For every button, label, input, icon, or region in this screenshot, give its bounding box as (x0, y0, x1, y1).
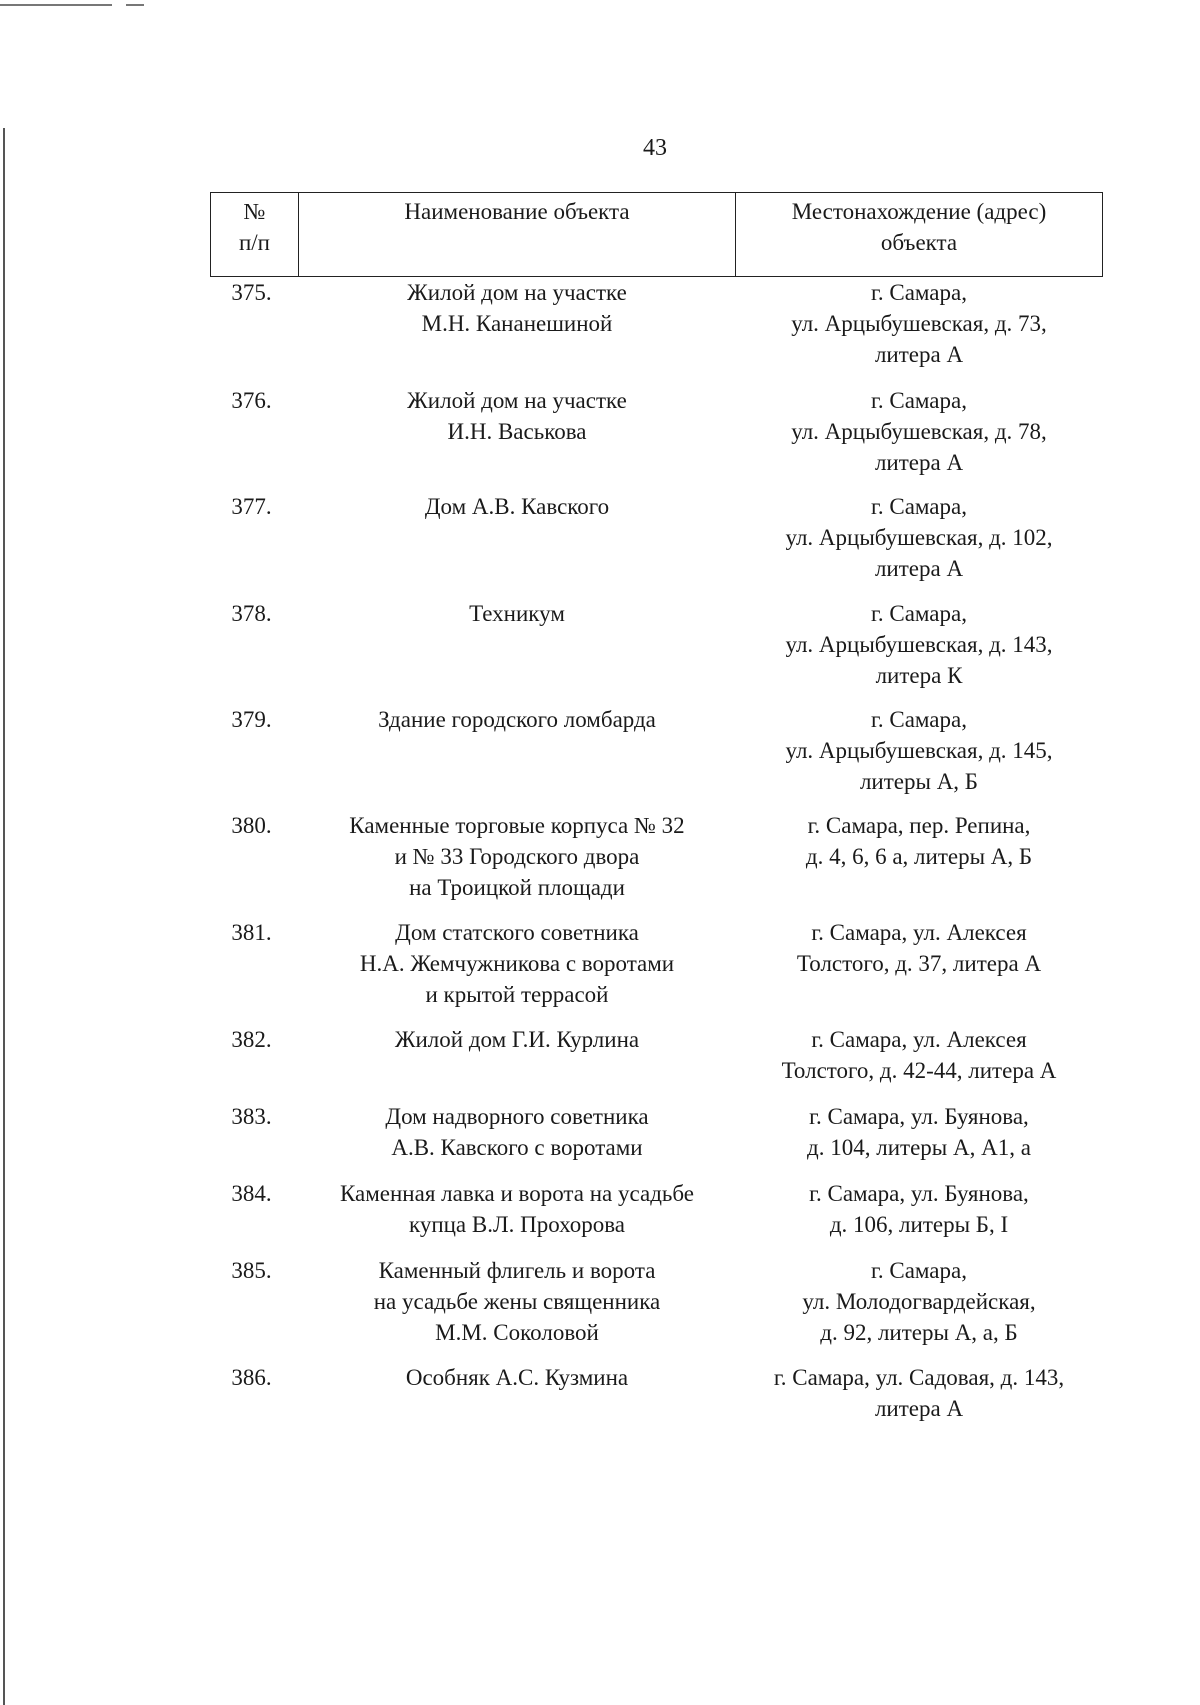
object-address-cell (736, 1178, 1103, 1255)
object-address-line: ул. Арцыбушевская, д. 143, (785, 631, 1053, 657)
object-address-line: ул. Молодогвардейская, (802, 1288, 1036, 1314)
object-name-cell (299, 598, 736, 704)
object-address-line: г. Самара, ул. Алексея (811, 1026, 1027, 1052)
object-address-line: Толстого, д. 42-44, литера А (781, 1057, 1057, 1083)
object-name-cell (299, 1101, 736, 1178)
scan-page-edge (3, 128, 5, 1705)
object-name-line: М.Н. Кананешиной (421, 311, 613, 336)
object-address-line: литера К (875, 662, 963, 688)
row-number: 383. (231, 1103, 272, 1129)
object-address-line: литера А (874, 342, 964, 367)
row-number: 380. (231, 812, 272, 838)
object-name-line: Жилой дом на участке (407, 387, 627, 413)
table-row (211, 1101, 1103, 1178)
object-address-line: ул. Арцыбушевская, д. 73, (791, 311, 1047, 336)
object-address-cell (736, 1255, 1103, 1362)
object-name-line: Каменный флигель и ворота (378, 1257, 656, 1283)
object-address-line: литера А (874, 1395, 964, 1421)
object-name-line: на Троицкой площади (409, 874, 625, 900)
scan-artifact-line (126, 4, 144, 6)
object-address-line: г. Самара, ул. Буянова, (809, 1103, 1029, 1129)
object-address-line: г. Самара, ул. Алексея (811, 919, 1027, 945)
object-name-line: Жилой дом Г.И. Курлина (394, 1026, 640, 1052)
object-name-line: А.В. Кавского с воротами (391, 1134, 643, 1160)
object-name-cell (299, 1178, 736, 1255)
table-row (211, 704, 1103, 810)
header-address (736, 193, 1103, 277)
object-address-cell (736, 1101, 1103, 1178)
object-address-line: литеры А, Б (859, 768, 979, 794)
row-number: 378. (231, 600, 272, 626)
object-address-line: ул. Арцыбушевская, д. 145, (785, 737, 1053, 763)
object-address-cell (736, 704, 1103, 810)
row-number: 384. (231, 1180, 272, 1206)
table-row (211, 277, 1103, 385)
object-address-line: г. Самара, (871, 280, 967, 305)
object-address-cell (736, 917, 1103, 1024)
object-address-cell (736, 1362, 1103, 1442)
row-number: 379. (231, 706, 272, 732)
object-name-line: Дом статского советника (395, 919, 639, 945)
table-row (211, 917, 1103, 1024)
header-name (299, 193, 736, 277)
object-address-line: г. Самара, (871, 493, 967, 519)
object-address-line: ул. Арцыбушевская, д. 102, (785, 524, 1053, 550)
object-name-line: И.Н. Васькова (447, 418, 587, 444)
object-name-line: М.М. Соколовой (435, 1319, 599, 1345)
object-address-line: г. Самара, ул. Садовая, д. 143, (773, 1364, 1065, 1390)
object-name-line: и № 33 Городского двора (394, 843, 640, 869)
object-name-line: Техникум (469, 600, 565, 626)
table-row (211, 385, 1103, 491)
table-row (211, 1024, 1103, 1101)
row-number: 376. (231, 387, 272, 413)
object-address-cell (736, 598, 1103, 704)
object-address-cell (736, 1024, 1103, 1101)
object-name-cell (299, 1362, 736, 1442)
row-number: 377. (231, 493, 272, 519)
table-row (211, 1255, 1103, 1362)
row-number: 386. (231, 1364, 272, 1390)
row-number: 385. (231, 1257, 272, 1283)
scan-artifact-line (0, 4, 112, 6)
table-row (211, 810, 1103, 917)
row-number: 375. (231, 280, 272, 305)
table-body (211, 277, 1103, 1442)
object-address-line: г. Самара, (871, 600, 967, 626)
header-line: п/п (238, 230, 270, 255)
object-name-cell (299, 277, 736, 385)
header-line: Наименование объекта (404, 199, 630, 224)
object-name-line: Особняк А.С. Кузмина (405, 1364, 629, 1390)
table-row (211, 491, 1103, 598)
object-address-cell (736, 277, 1103, 385)
object-address-line: литера А (874, 449, 964, 475)
object-name-line: Каменные торговые корпуса № 32 (349, 812, 685, 838)
object-address-line: г. Самара, ул. Буянова, (809, 1180, 1029, 1206)
header-number (211, 193, 299, 277)
object-name-cell (299, 704, 736, 810)
object-address-line: ул. Арцыбушевская, д. 78, (791, 418, 1047, 444)
object-name-line: Дом А.В. Кавского (424, 493, 610, 519)
object-name-cell (299, 491, 736, 598)
object-address-line: литера А (874, 555, 964, 581)
table-header (211, 193, 1103, 277)
table-row (211, 598, 1103, 704)
object-name-line: Каменная лавка и ворота на усадьбе (339, 1180, 694, 1206)
object-name-cell (299, 810, 736, 917)
object-address-cell (736, 810, 1103, 917)
object-address-line: д. 106, литеры Б, I (829, 1211, 1009, 1237)
table-row (211, 1362, 1103, 1442)
table-row (211, 1178, 1103, 1255)
object-address-line: д. 92, литеры А, а, Б (820, 1319, 1018, 1345)
header-line: объекта (880, 230, 958, 255)
object-address-line: г. Самара, (871, 387, 967, 413)
object-address-cell (736, 491, 1103, 598)
object-name-line: Жилой дом на участке (407, 280, 627, 305)
object-name-line: купца В.Л. Прохорова (408, 1211, 626, 1237)
object-name-cell (299, 917, 736, 1024)
object-name-cell (299, 1255, 736, 1362)
header-line: Местонахождение (адрес) (791, 199, 1047, 224)
header-line: № (243, 199, 266, 224)
object-address-line: г. Самара, пер. Репина, (807, 812, 1031, 838)
object-address-line: д. 4, 6, 6 а, литеры А, Б (805, 843, 1033, 869)
object-address-line: д. 104, литеры А, А1, а (807, 1134, 1031, 1160)
object-name-line: Здание городского ломбарда (378, 706, 656, 732)
page-number: 43 (643, 135, 667, 161)
object-name-line: и крытой террасой (425, 981, 609, 1007)
object-address-line: г. Самара, (871, 1257, 967, 1283)
object-name-line: Дом надворного советника (385, 1103, 649, 1129)
object-name-cell (299, 1024, 736, 1101)
objects-table (210, 192, 1103, 1442)
object-name-line: на усадьбе жены священника (373, 1288, 661, 1314)
object-name-cell (299, 385, 736, 491)
row-number: 381. (231, 919, 272, 945)
row-number: 382. (231, 1026, 272, 1052)
object-address-line: Толстого, д. 37, литера А (796, 950, 1042, 976)
object-name-line: Н.А. Жемчужникова с воротами (359, 950, 675, 976)
object-address-cell (736, 385, 1103, 491)
object-address-line: г. Самара, (871, 706, 967, 732)
